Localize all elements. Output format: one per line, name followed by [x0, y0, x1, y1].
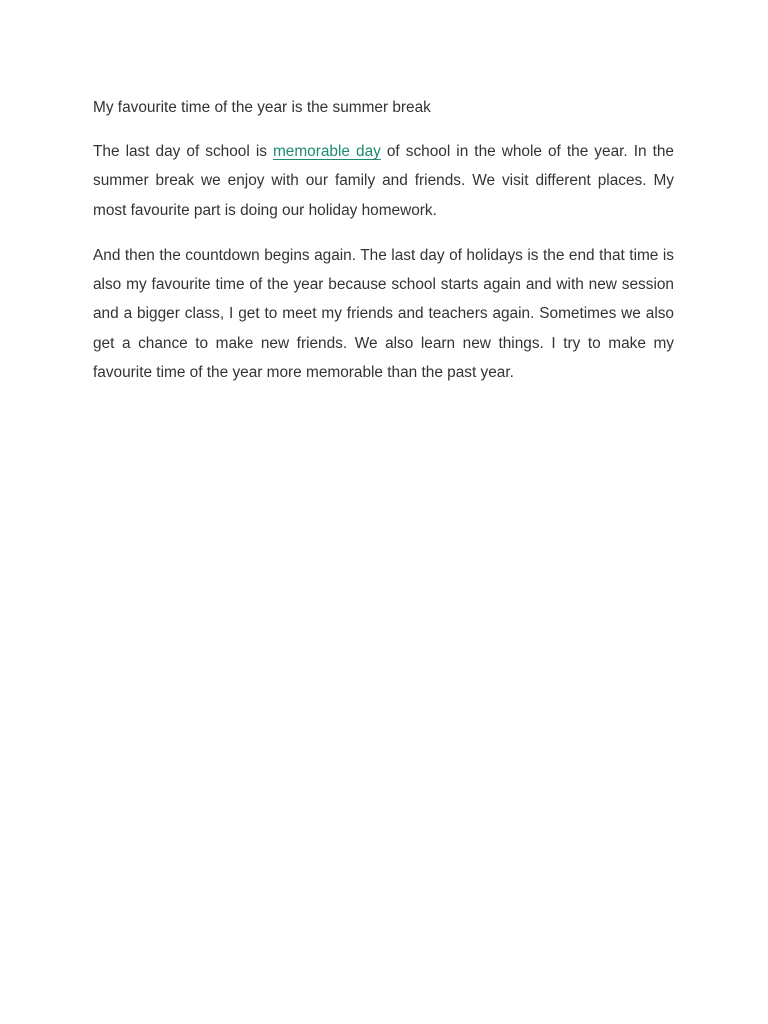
paragraph-1 [93, 137, 674, 225]
document-title: My favourite time of the year is the summer break [93, 99, 431, 116]
paragraph-2: And then the countdown begins again. The last day of holidays is the end that time is also my favourite time of the year because school starts again and with new session and a bigger class, I get to meet my friends and teachers again. Sometimes we also get a chance to make new friends. We also learn new things. I try to make my favourite time of the year more memorable than the past year. [93, 246, 674, 382]
document-body [93, 95, 674, 403]
memorable-day-link[interactable]: memorable day [272, 143, 381, 160]
paragraph-1-text-end: of school in the whole of the year. In the summer break we enjoy with our family and friends. We visit different places. My most favourite part is doing our holiday homework. [93, 143, 674, 219]
paragraph-1-text-start: The last day of school is [93, 143, 273, 160]
